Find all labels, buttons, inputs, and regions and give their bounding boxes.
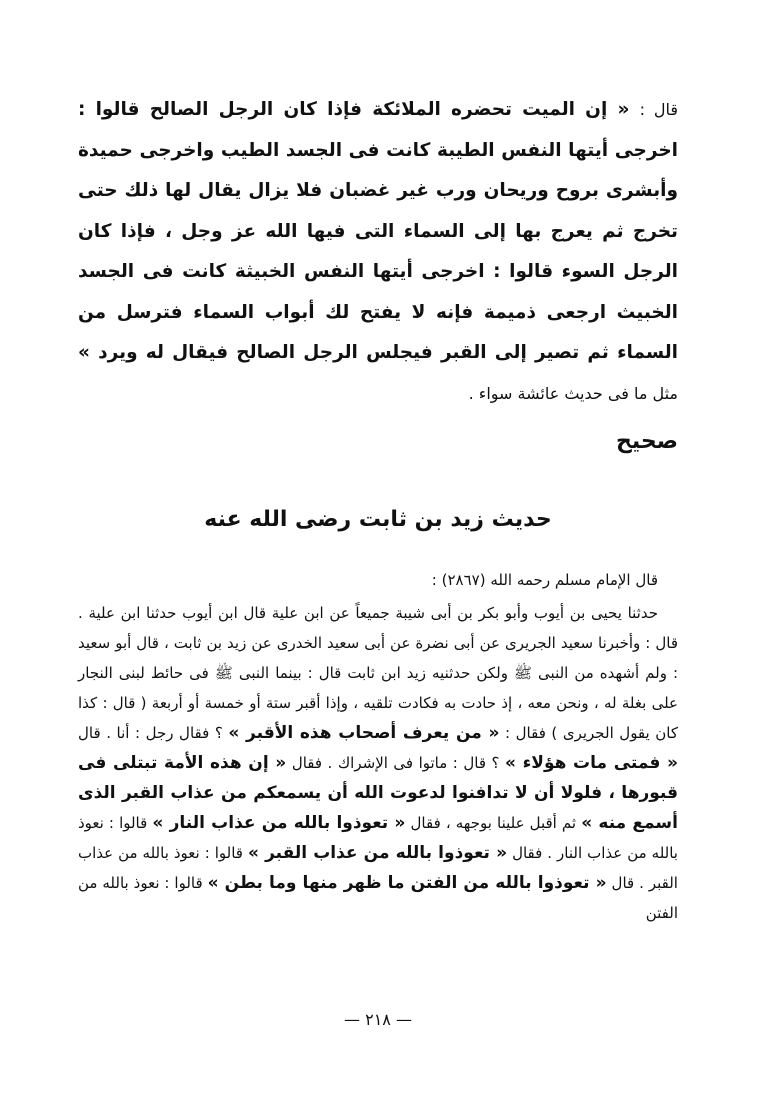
hadith-quote: « تعوذوا بالله من عذاب النار » [152, 813, 406, 833]
top-paragraph [78, 90, 678, 414]
page-number: — ٢١٨ — [344, 1010, 412, 1029]
section-heading: حديث زيد بن ثابت رضى الله عنه [204, 507, 552, 532]
grade-label: صحيح [616, 429, 678, 454]
top-paragraph-label: قال : [639, 100, 678, 119]
hadith-segment: ؟ فقال رجل : أنا . قال [78, 724, 223, 742]
hadith-quote: « فمتى مات هؤلاء » [504, 753, 679, 773]
top-paragraph-tail: مثل ما فى حديث عائشة سواء . [468, 383, 678, 403]
hadith-segment: حدثنا يحيى بن أيوب وأبو بكر بن أبى شيبة جميعاً عن ابن علية قال ابن أيوب حدثنا ابن علية . قال : وأخبرنا سعيد الجريرى عن أبى نضرة عن أبى سعيد الخدرى عن زيد بن ثابت ، قال أبو سعيد : ولم أشهده من النبى ﷺ ولكن حدثنيه زيد ابن ثابت قال : بينما النبى ﷺ فى حائط لبنى النجار على بغلة له ، ونحن معه ، إذ حادت به فكادت تلقيه ، وإذا أقبر ستة أو خمسة أو أربعة ( قال : كذا كان يقول الجريرى ) فقال : [78, 604, 678, 742]
intro-line: قال الإمام مسلم رحمه الله (٢٨٦٧) : [431, 571, 658, 589]
hadith-quote: « تعوذوا بالله من الفتن ما ظهر منها وما بطن » [207, 873, 607, 893]
top-paragraph-text: « إن الميت تحضره الملائكة فإذا كان الرجل الصالح قالوا : اخرجى أيتها النفس الطيبة كانت فى الجسد الطيب واخرجى حميدة وأبشرى بروح وريحان ورب غير غضبان فلا يزال يقال لها ذلك حتى تخرج ثم يعرج بها إلى السماء التى فيها الله عز وجل ، فإذا كان الرجل السوء قالوا : اخرجى أيتها النفس الخبيثة كانت فى الجسد الخبيث ارجعى ذميمة فإنه لا يفتح لك أبواب السماء فترسل من السماء ثم تصير إلى القبر فيجلس الرجل الصالح فيقال له ويرد » [78, 99, 678, 363]
hadith-quote: « من يعرف أصحاب هذه الأقبر » [228, 723, 500, 743]
hadith-segment: ثم أقبل علينا بوجهه ، فقال [410, 814, 577, 832]
book-page [78, 90, 678, 1040]
hadith-segment: قالوا : نعوذ بالله من عذاب النار . فقال [78, 814, 678, 862]
hadith-segment: قالوا : نعوذ بالله من الفتن [78, 874, 678, 922]
hadith-segment: قالوا : نعوذ بالله من عذاب القبر . قال [78, 844, 678, 892]
hadith-quote: « إن هذه الأمة تبتلى فى قبورها ، فلولا أن لا تدافنوا لدعوت الله أن يسمعكم من عذاب القبر الذى أسمع منه » [78, 753, 678, 833]
hadith-segment: ؟ قال : ماتوا فى الإشراك . فقال [291, 754, 500, 772]
hadith-quote: « تعوذوا بالله من عذاب القبر » [247, 843, 508, 863]
hadith-text [78, 598, 678, 928]
